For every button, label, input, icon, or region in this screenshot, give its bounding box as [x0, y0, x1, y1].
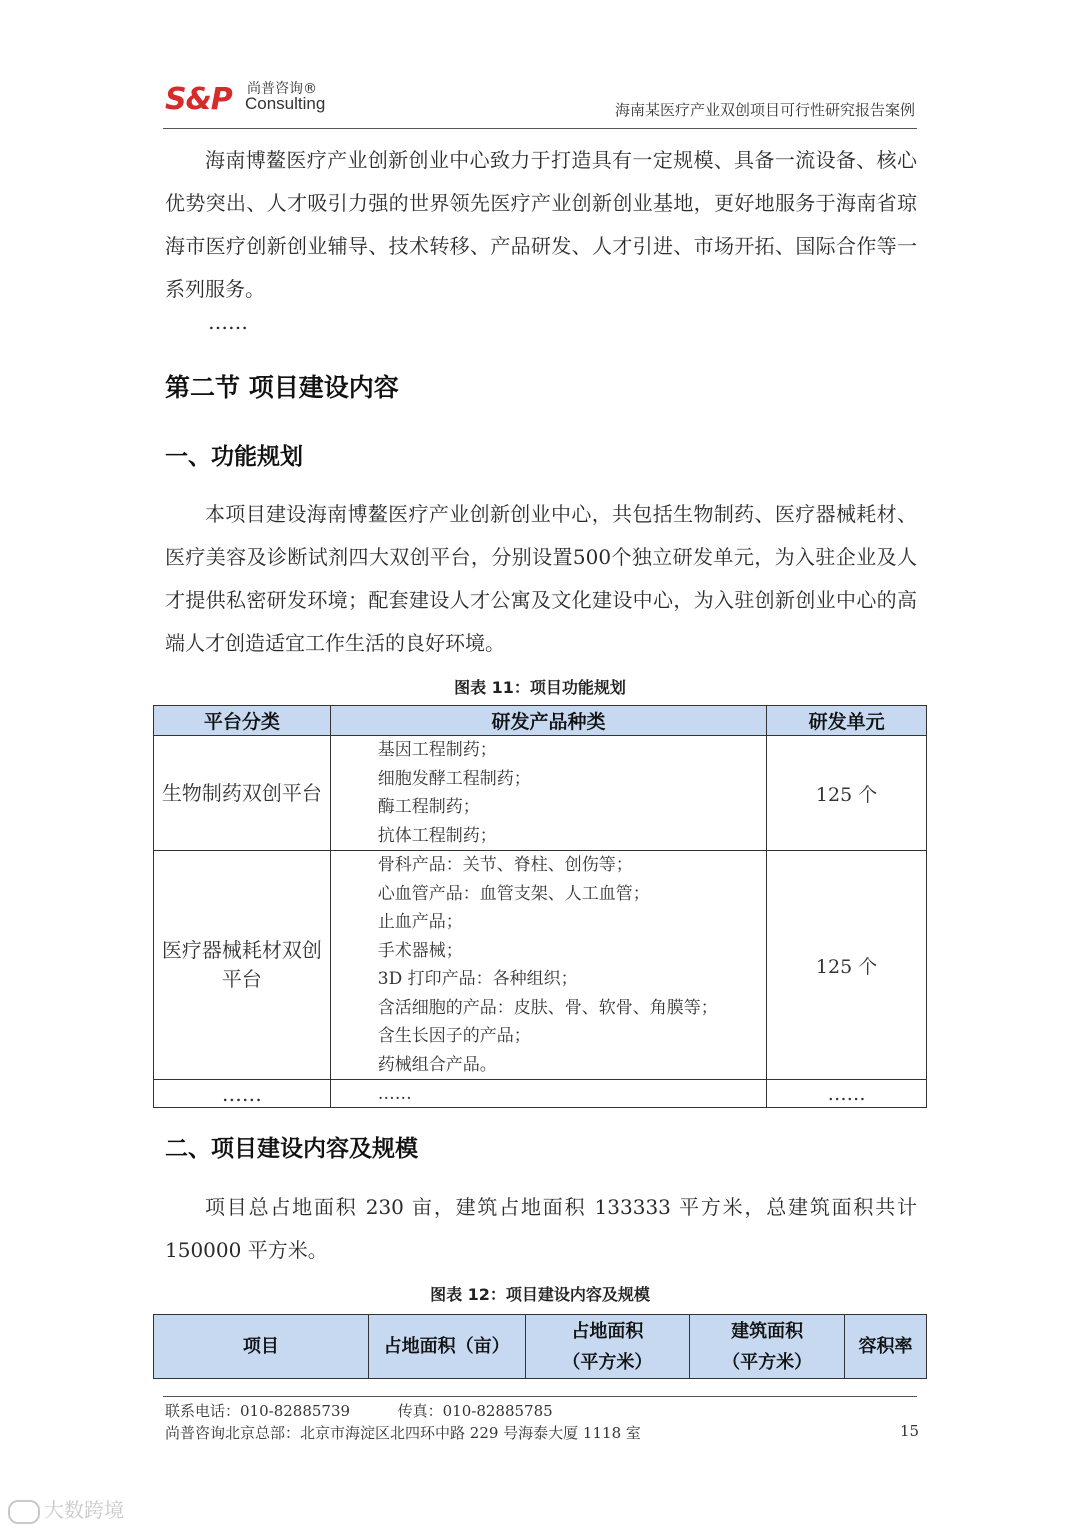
table-header-row: [154, 1315, 927, 1379]
table-header-row: [154, 706, 927, 736]
product-item: 药械组合产品。: [377, 1054, 497, 1075]
product-item: 心血管产品：血管支架、人工血管；: [377, 883, 650, 904]
footer-fax: 传真：010-82885785: [397, 1402, 553, 1420]
document-title: 海南某医疗产业双创项目可行性研究报告案例: [614, 101, 915, 119]
header-divider: [163, 128, 917, 129]
product-list: [330, 736, 766, 851]
footer-phone: 联系电话：010-82885739: [165, 1402, 351, 1420]
rd-units: 125 个: [767, 851, 927, 1080]
rd-units: 125 个: [767, 736, 927, 851]
table-row: [154, 1080, 927, 1108]
table11-caption: 图表 11：项目功能规划: [454, 678, 626, 697]
subsection-heading-construction: 二、项目建设内容及规模: [165, 1136, 418, 1162]
company-logo: [165, 78, 345, 118]
construction-scale-table: [153, 1314, 927, 1379]
page-number: 15: [900, 1422, 920, 1440]
logo-chinese-name: 尚普咨询®: [247, 81, 317, 97]
header-land-area-mu: 占地面积（亩）: [368, 1315, 525, 1379]
product-item: 止血产品；: [377, 912, 463, 932]
product-item: 抗体工程制药；: [377, 825, 497, 846]
product-item: ……: [330, 1080, 766, 1108]
product-item: 酶工程制药；: [377, 797, 480, 817]
intro-ellipsis: ……: [208, 310, 248, 334]
table-row: [154, 736, 927, 851]
product-item: 骨科产品：关节、脊柱、创伤等；: [377, 855, 633, 875]
rd-units: ……: [767, 1080, 927, 1108]
header-land-area-sqm: 占地面积 （平方米）: [525, 1315, 690, 1379]
section-heading: 第二节 项目建设内容: [165, 373, 399, 402]
platform-category: 生物制药双创平台: [154, 736, 331, 851]
footer-contact: [165, 1400, 553, 1421]
watermark: 大数跨境: [8, 1494, 124, 1524]
function-plan-table: [153, 705, 927, 1108]
construction-paragraph: 项目总占地面积 230 亩，建筑占地面积 133333 平方米，总建筑面积共计150000 平方米。: [165, 1195, 917, 1262]
subsection-heading-function-plan: 一、功能规划: [165, 444, 303, 470]
platform-category: ……: [154, 1080, 331, 1108]
product-item: 含活细胞的产品：皮肤、骨、软骨、角膜等；: [377, 997, 718, 1018]
intro-paragraph: 海南博鳌医疗产业创新创业中心致力于打造具有一定规模、具备一流设备、核心优势突出、人才吸引力强的世界领先医疗产业创新创业基地，更好地服务于海南省琼海市医疗创新创业辅导、技术转移、产品研发、人才引进、市场开拓、国际合作等一系列服务。: [165, 148, 917, 301]
logo-english-name: Consulting: [245, 94, 326, 113]
product-item: 基因工程制药；: [377, 740, 497, 760]
header-platform-category: 平台分类: [154, 706, 331, 736]
header-item: 项目: [154, 1315, 369, 1379]
header-building-area-sqm: 建筑面积 （平方米）: [690, 1315, 845, 1379]
logo-mark: S&P: [165, 82, 232, 117]
product-item: 3D 打印产品：各种组织；: [377, 969, 578, 989]
header-plot-ratio: 容积率: [845, 1315, 927, 1379]
product-item: 含生长因子的产品；: [377, 1026, 531, 1046]
footer-divider: [163, 1396, 917, 1397]
function-plan-paragraph: 本项目建设海南博鳌医疗产业创新创业中心，共包括生物制药、医疗器械耗材、医疗美容及诊断试剂四大双创平台，分别设置500个独立研发单元，为入驻企业及人才提供私密研发环境；配套建设人才公寓及文化建设中心，为入驻创新创业中心的高端人才创造适宜工作生活的良好环境。: [165, 502, 917, 655]
platform-category: 医疗器械耗材双创平台: [154, 851, 331, 1080]
product-item: 细胞发酵工程制药；: [377, 768, 531, 789]
table12-caption: 图表 12：项目建设内容及规模: [430, 1285, 650, 1304]
header-product-types: 研发产品种类: [330, 706, 766, 736]
product-list: [330, 851, 766, 1080]
header-rd-units: 研发单元: [767, 706, 927, 736]
footer-address: 尚普咨询北京总部：北京市海淀区北四环中路 229 号海泰大厦 1118 室: [165, 1424, 641, 1442]
watermark-logo-icon: [8, 1500, 40, 1524]
product-item: 手术器械；: [377, 940, 463, 961]
table-row: [154, 851, 927, 1080]
